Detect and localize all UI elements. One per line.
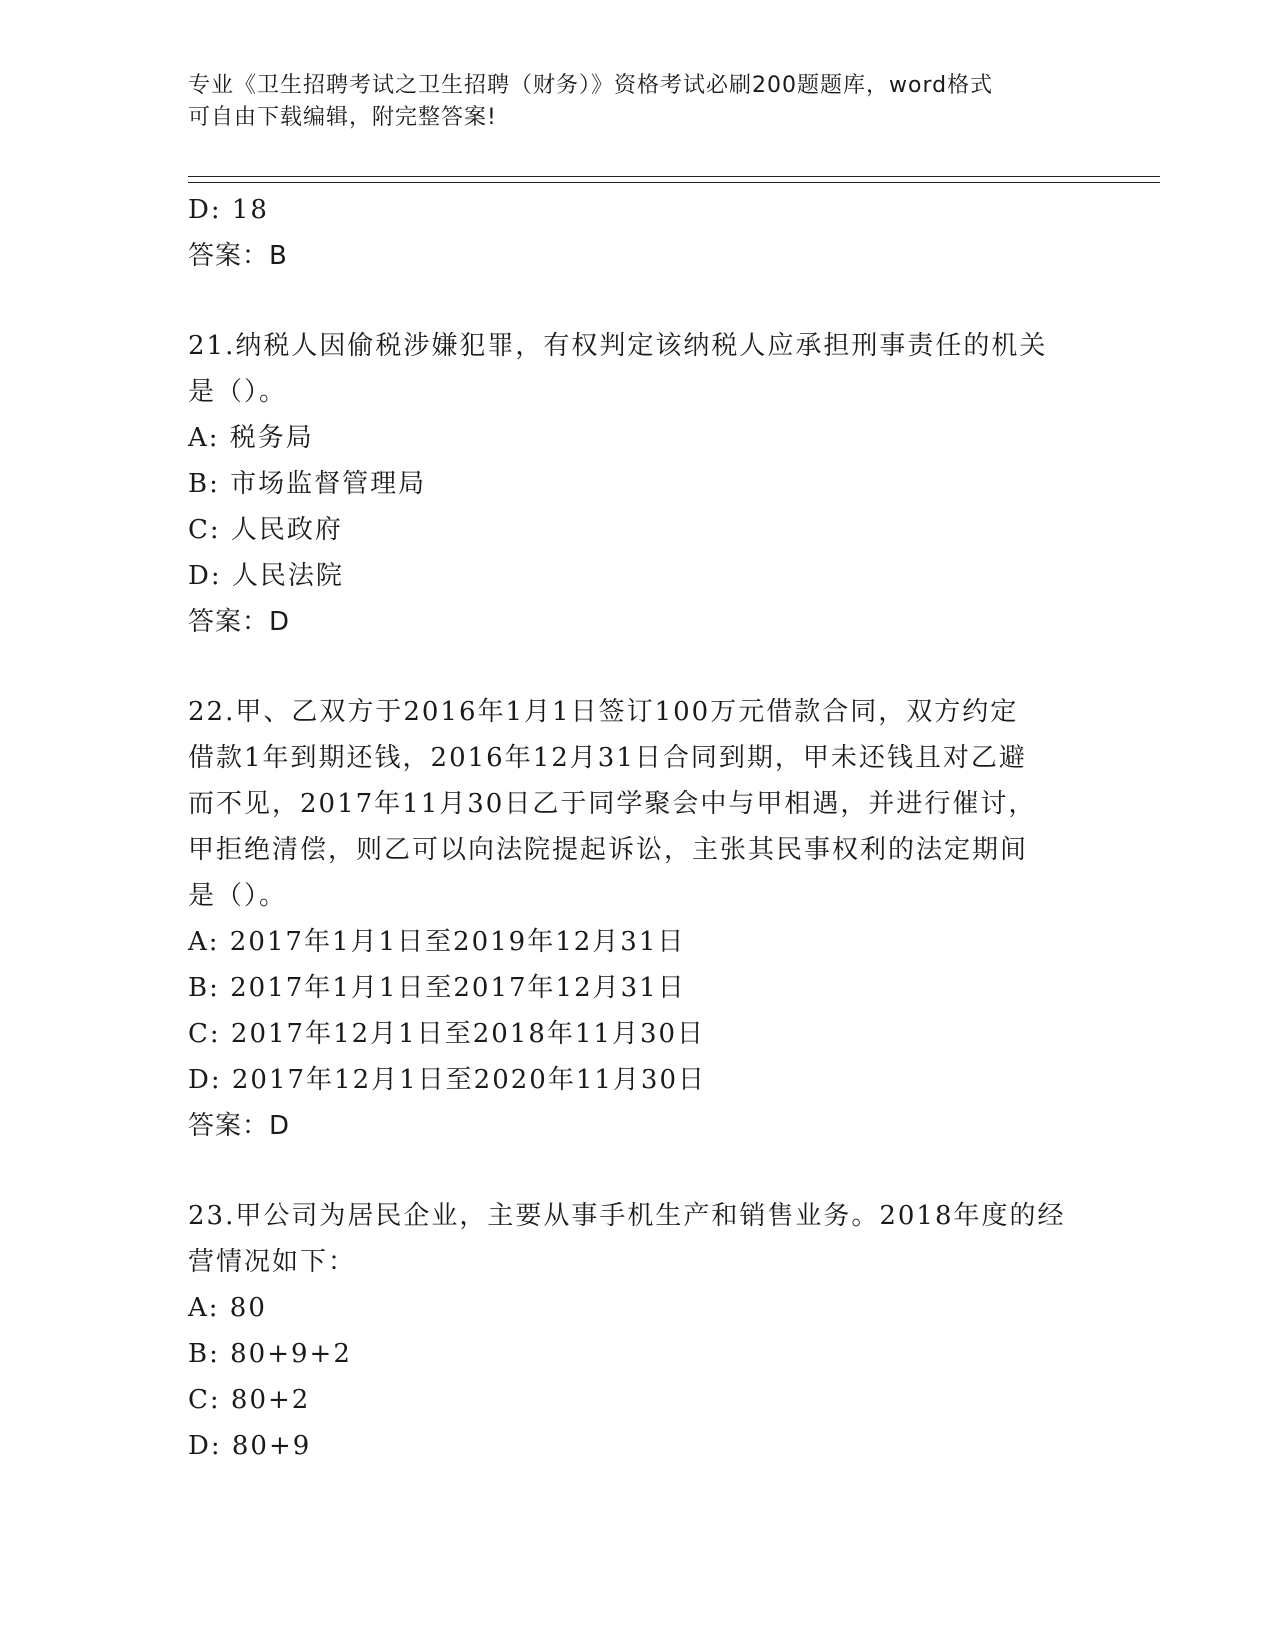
question-stem-line: 营情况如下：: [188, 1247, 357, 1277]
option-b: B: 80+9+2: [188, 1339, 352, 1369]
option-c: C: 80+2: [188, 1385, 311, 1415]
option-c: C: 人民政府: [188, 515, 343, 545]
question-22: [188, 689, 1088, 1149]
question-stem-line: 借款1年到期还钱，2016年12月31日合同到期，甲未还钱且对乙避: [188, 743, 1027, 773]
question-stem-line: 23.甲公司为居民企业，主要从事手机生产和销售业务。2018年度的经: [188, 1201, 1066, 1231]
question-stem-line: 是（）。: [188, 377, 288, 407]
header-divider-bottom: [188, 182, 1160, 183]
option-b: B: 2017年1月1日至2017年12月31日: [188, 973, 686, 1003]
option-a: A: 2017年1月1日至2019年12月31日: [188, 927, 686, 957]
answer: 答案：D: [188, 1111, 291, 1141]
header-title-line-2: 可自由下载编辑，附完整答案!: [188, 105, 497, 130]
question-stem-line: 而不见，2017年11月30日乙于同学聚会中与甲相遇，并进行催讨，: [188, 789, 1037, 819]
spacer: [188, 645, 1088, 689]
question-stem-line: 甲拒绝清偿，则乙可以向法院提起诉讼，主张其民事权利的法定期间: [188, 835, 1029, 865]
option-c: C: 2017年12月1日至2018年11月30日: [188, 1019, 706, 1049]
option-d: D: 人民法院: [188, 561, 344, 591]
option-b: B: 市场监督管理局: [188, 469, 427, 499]
spacer: [188, 1149, 1088, 1193]
previous-question-tail: [188, 187, 1088, 279]
spacer: [188, 279, 1088, 323]
question-stem-line: 是（）。: [188, 881, 288, 911]
question-21: [188, 323, 1088, 645]
answer: 答案：D: [188, 607, 291, 637]
question-stem-line: 21.纳税人因偷税涉嫌犯罪，有权判定该纳税人应承担刑事责任的机关: [188, 331, 1048, 361]
question-stem-line: 22.甲、乙双方于2016年1月1日签订100万元借款合同，双方约定: [188, 697, 1019, 727]
option-a: A: 税务局: [188, 423, 314, 453]
document-body: [188, 187, 1088, 1469]
question-23: [188, 1193, 1088, 1469]
header-title-line-1: 专业《卫生招聘考试之卫生招聘（财务）》资格考试必刷200题题库，word格式: [188, 73, 994, 98]
option-d: D: 18: [188, 195, 269, 225]
option-d: D: 2017年12月1日至2020年11月30日: [188, 1065, 707, 1095]
header-divider-top: [188, 176, 1160, 177]
option-d: D: 80+9: [188, 1431, 312, 1461]
answer: 答案：B: [188, 241, 288, 271]
page-header: [188, 70, 1088, 134]
option-a: A: 80: [188, 1293, 267, 1323]
